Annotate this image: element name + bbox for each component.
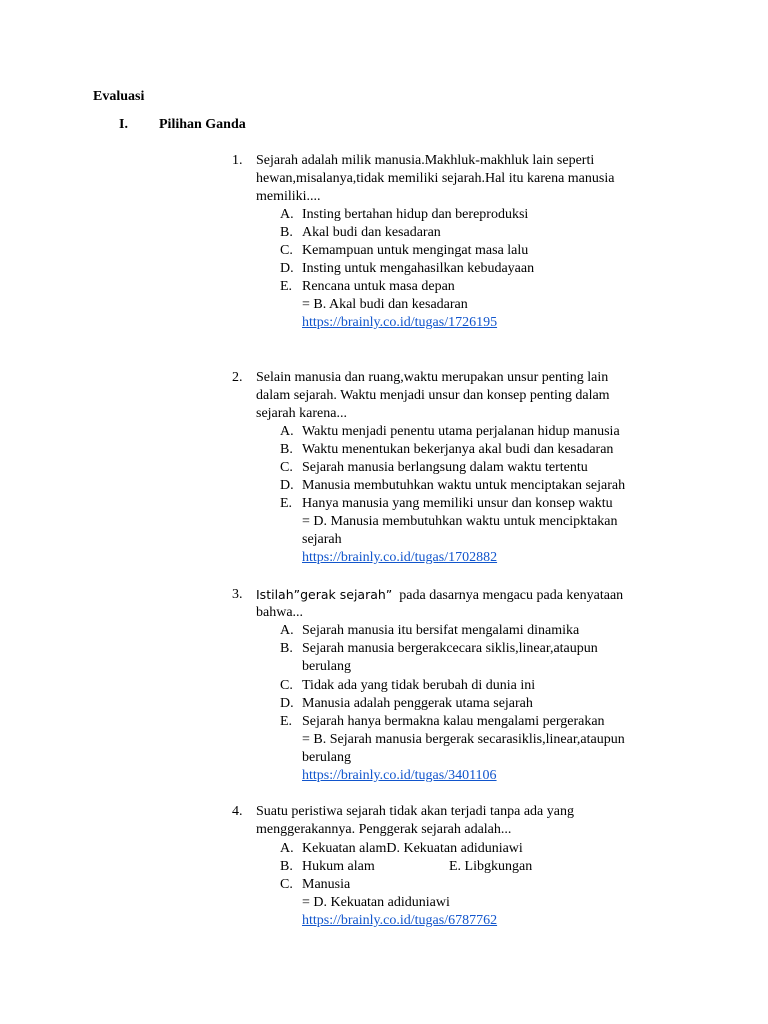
- question-number: 1.: [232, 153, 243, 168]
- question-number: 3.: [232, 587, 243, 602]
- option-text: Sejarah hanya bermakna kalau mengalami pergerakan: [302, 714, 605, 729]
- question-stem: bahwa...: [256, 605, 304, 620]
- answer-text: sejarah: [302, 532, 342, 547]
- question-stem: Sejarah adalah milik manusia.Makhluk-makhluk lain seperti: [256, 153, 595, 168]
- option-text: Waktu menentukan bekerjanya akal budi dan kesadaran: [302, 442, 614, 457]
- option-text: Manusia: [302, 877, 351, 892]
- option-letter: B.: [280, 442, 293, 457]
- option-letter: B.: [280, 859, 293, 874]
- answer-text: = B. Sejarah manusia bergerak secarasiklis,linear,ataupun: [302, 732, 625, 747]
- question-stem-prefix: Istilah”gerak sejarah”: [256, 587, 393, 602]
- option-letter: E.: [280, 496, 293, 511]
- option-text: Sejarah manusia berlangsung dalam waktu tertentu: [302, 460, 588, 475]
- question-number: 4.: [232, 804, 243, 819]
- section-title: Pilihan Ganda: [159, 117, 246, 132]
- option-letter: A.: [280, 424, 294, 439]
- option-text: Akal budi dan kesadaran: [302, 225, 441, 240]
- question-stem: Suatu peristiwa sejarah tidak akan terjadi tanpa ada yang: [256, 804, 574, 819]
- option-text: Tidak ada yang tidak berubah di dunia ini: [302, 678, 536, 693]
- answer-link[interactable]: https://brainly.co.id/tugas/1726195: [302, 315, 498, 330]
- option-letter: D.: [280, 478, 294, 493]
- option-text: Waktu menjadi penentu utama perjalanan hidup manusia: [302, 424, 620, 439]
- question-stem: menggerakannya. Penggerak sejarah adalah...: [256, 822, 512, 837]
- option-text: Sejarah manusia bergerakсecara siklis,linear,ataupun: [302, 641, 598, 656]
- option-letter: B.: [280, 641, 293, 656]
- option-letter: C.: [280, 243, 293, 258]
- option-letter: C.: [280, 460, 293, 475]
- option-text: Manusia membutuhkan waktu untuk menciptakan sejarah: [302, 478, 626, 493]
- option-text: Hanya manusia yang memiliki unsur dan konsep waktu: [302, 496, 613, 511]
- section-numeral: I.: [119, 117, 128, 132]
- question-stem: Selain manusia dan ruang,waktu merupakan unsur penting lain: [256, 370, 609, 385]
- question-stem: sejarah karena...: [256, 406, 347, 421]
- option-letter: E.: [280, 279, 293, 294]
- answer-text: = B. Akal budi dan kesadaran: [302, 297, 468, 312]
- option-text-extra: E. Libgkungan: [449, 859, 533, 874]
- question-stem: hewan,misalanya,tidak memiliki sejarah.Hal itu karena manusia: [256, 171, 615, 186]
- option-text: Insting untuk mengahasilkan kebudayaan: [302, 261, 535, 276]
- option-letter: A.: [280, 623, 294, 638]
- page-title: Evaluasi: [93, 89, 145, 104]
- option-letter: A.: [280, 207, 294, 222]
- question-stem: dalam sejarah. Waktu menjadi unsur dan konsep penting dalam: [256, 388, 610, 403]
- option-text: Sejarah manusia itu bersifat mengalami dinamika: [302, 623, 580, 638]
- question-stem: [256, 586, 623, 605]
- question-stem: memiliki....: [256, 189, 321, 204]
- option-text: Insting bertahan hidup dan bereproduksi: [302, 207, 529, 222]
- question-stem-suffix: pada dasarnya mengacu pada kenyataan: [392, 588, 624, 603]
- answer-text: berulang: [302, 750, 351, 765]
- option-letter: A.: [280, 841, 294, 856]
- answer-link[interactable]: https://brainly.co.id/tugas/1702882: [302, 550, 498, 565]
- option-text: Rencana untuk masa depan: [302, 279, 455, 294]
- option-letter: C.: [280, 877, 293, 892]
- answer-text: = D. Kekuatan adiduniawi: [302, 895, 450, 910]
- option-text: Kekuatan alamD. Kekuatan adiduniawi: [302, 841, 523, 856]
- option-text: berulang: [302, 659, 351, 674]
- option-letter: C.: [280, 678, 293, 693]
- question-number: 2.: [232, 370, 243, 385]
- answer-text: = D. Manusia membutuhkan waktu untuk mencipktakan: [302, 514, 618, 529]
- option-letter: E.: [280, 714, 293, 729]
- option-letter: D.: [280, 696, 294, 711]
- answer-link[interactable]: https://brainly.co.id/tugas/6787762: [302, 913, 498, 928]
- option-letter: B.: [280, 225, 293, 240]
- option-text: Kemampuan untuk mengingat masa lalu: [302, 243, 529, 258]
- option-text: Manusia adalah penggerak utama sejarah: [302, 696, 533, 711]
- answer-link[interactable]: https://brainly.co.id/tugas/3401106: [302, 768, 497, 783]
- option-letter: D.: [280, 261, 294, 276]
- option-text: Hukum alam: [302, 859, 375, 874]
